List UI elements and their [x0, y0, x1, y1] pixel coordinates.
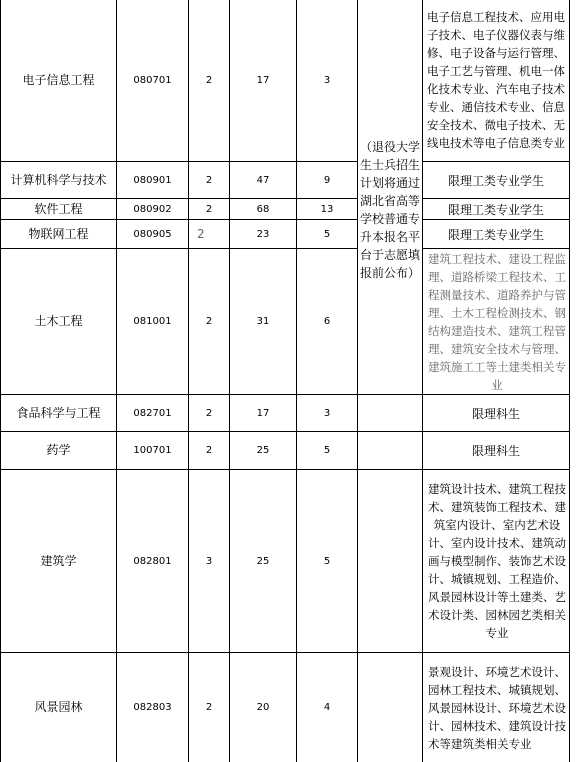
- study-years: 2: [205, 702, 213, 713]
- requirement-text: 限理工类专业学生: [447, 173, 544, 188]
- major-code: 080901: [133, 174, 172, 186]
- veteran-count: 6: [323, 316, 331, 327]
- major-name: 物联网工程: [28, 226, 89, 241]
- veteran-count: 3: [323, 407, 331, 419]
- veteran-count: 5: [323, 445, 331, 456]
- plan-count: 20: [256, 702, 270, 713]
- study-years: 2: [205, 75, 213, 86]
- veteran-count: 3: [323, 75, 331, 86]
- requirement-text: 建筑工程技术、建设工程监理、道路桥梁工程技术、工程测量技术、道路养护与管理、土木工程检测技术、钢结构建造技术、建筑工程管理、建筑安全技术与管理、建筑施工工等土建类相关专业: [428, 251, 566, 392]
- plan-count: 17: [256, 75, 270, 86]
- major-name: 土木工程: [34, 314, 83, 328]
- study-years: 2: [197, 227, 205, 241]
- veteran-plan-note: （退役大学生士兵招生计划将通过湖北省高等学校普通专升本报名平台于志愿填报前公布）: [360, 140, 420, 280]
- study-years: 2: [205, 203, 213, 215]
- plan-count: 68: [256, 203, 270, 215]
- major-code: 080701: [133, 75, 172, 86]
- major-code: 080902: [133, 203, 172, 215]
- study-years: 2: [205, 445, 213, 456]
- plan-count: 31: [256, 316, 270, 327]
- major-name: 建筑学: [40, 553, 77, 568]
- major-name: 食品科学与工程: [16, 405, 101, 420]
- major-code: 082801: [133, 555, 172, 567]
- veteran-count: 4: [323, 702, 331, 713]
- veteran-count: 5: [323, 228, 331, 240]
- major-code: 080905: [133, 228, 172, 240]
- veteran-count: 13: [320, 203, 334, 215]
- study-years: 2: [205, 407, 213, 419]
- requirement-text: 限理工类专业学生: [447, 202, 544, 217]
- study-years: 2: [205, 316, 213, 327]
- major-name: 风景园林: [34, 700, 83, 714]
- requirement-text: 建筑设计技术、建筑工程技术、建筑装饰工程技术、建筑室内设计、室内艺术设计、室内设计技术、建筑动画与模型制作、装饰艺术设计、城镇规划、工程造价、风景园林设计等土建类、艺术设计类、园林园艺类相关专业: [428, 482, 566, 640]
- major-name: 药学: [46, 443, 71, 457]
- major-name: 电子信息工程: [22, 73, 95, 87]
- major-name: 计算机科学与技术: [10, 172, 107, 187]
- veteran-count: 5: [323, 555, 331, 567]
- plan-count: 47: [256, 174, 270, 186]
- requirement-text: 景观设计、环境艺术设计、园林工程技术、城镇规划、风景园林设计、环境艺术设计、园林技术、建筑设计技术等建筑类相关专业: [428, 664, 566, 751]
- requirement-text: 限理科生: [471, 444, 520, 458]
- requirement-text: 电子信息工程技术、应用电子技术、电子仪器仪表与维修、电子设备与运行管理、电子工艺与管理、机电一体化技术专业、汽车电子技术专业、通信技术专业、信息安全技术、微电子技术、无线电技术等电子信息类专业: [427, 10, 565, 150]
- major-code: 081001: [133, 316, 172, 327]
- major-code: 082701: [133, 407, 172, 419]
- plan-count: 17: [256, 407, 270, 419]
- major-code: 082803: [133, 702, 172, 713]
- study-years: 3: [205, 555, 213, 567]
- study-years: 2: [205, 174, 213, 186]
- plan-count: 23: [256, 228, 270, 240]
- requirement-text: 限理科生: [471, 406, 520, 421]
- veteran-count: 9: [323, 174, 331, 186]
- major-name: 软件工程: [34, 201, 83, 216]
- requirement-text: 限理工类专业学生: [447, 227, 544, 242]
- major-code: 100701: [133, 445, 172, 456]
- plan-count: 25: [256, 445, 270, 456]
- plan-count: 25: [256, 555, 270, 567]
